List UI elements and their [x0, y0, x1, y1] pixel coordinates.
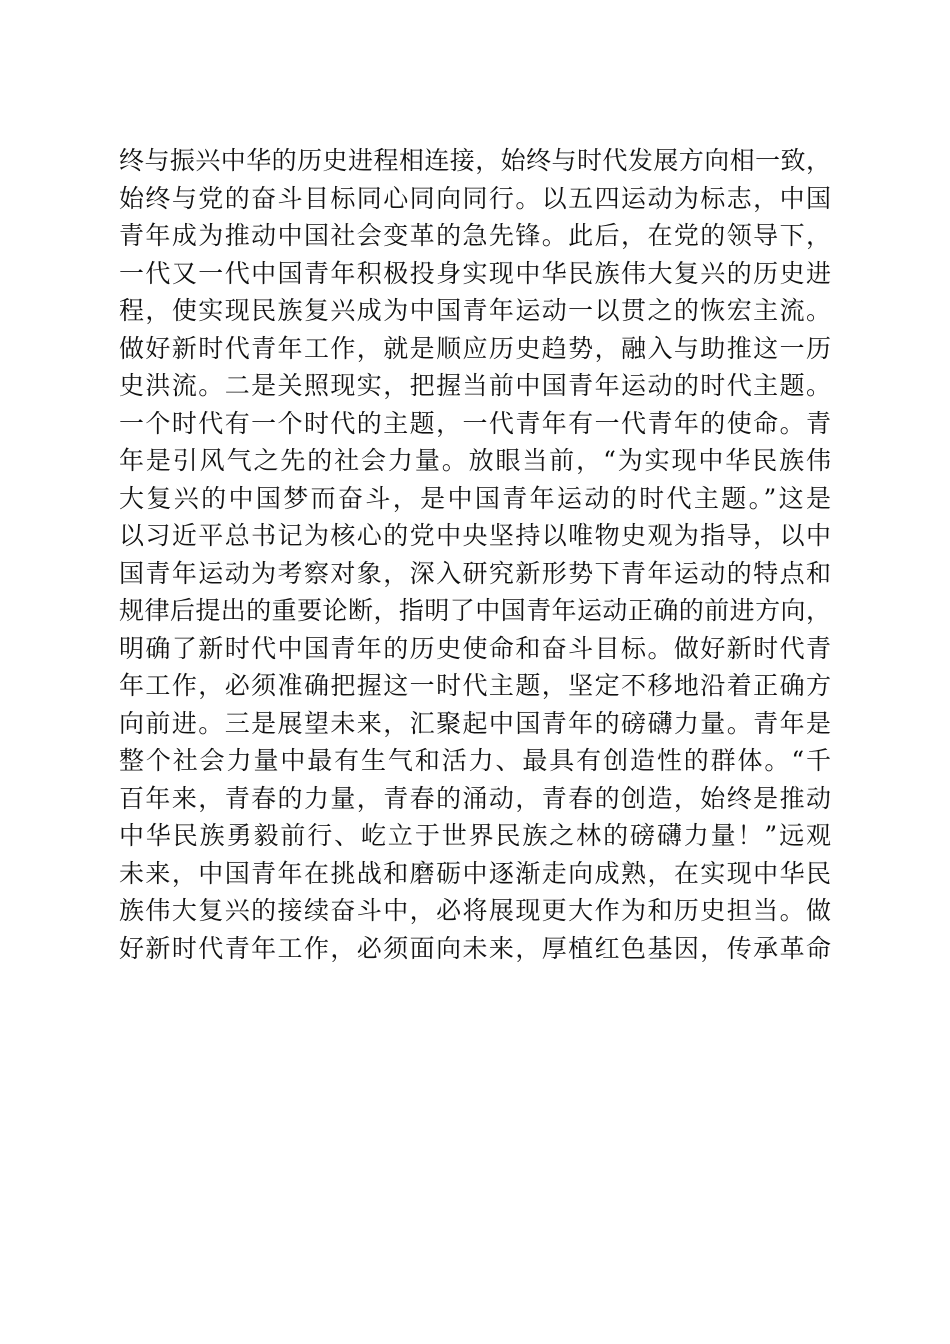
text-line: 百年来，青春的力量，青春的涌动，青春的创造，始终是推动: [119, 783, 831, 813]
text-line: 中华民族勇毅前行、屹立于世界民族之林的磅礴力量！”远观: [119, 821, 831, 850]
text-line: 一个时代有一个时代的主题，一代青年有一代青年的使命。青: [119, 408, 831, 438]
text-line: 青年成为推动中国社会变革的急先锋。此后，在党的领导下，: [119, 221, 831, 250]
text-line: 终与振兴中华的历史进程相连接，始终与时代发展方向相一致，: [119, 146, 831, 175]
text-line: 史洪流。二是关照现实，把握当前中国青年运动的时代主题。: [119, 371, 831, 400]
text-line: 规律后提出的重要论断，指明了中国青年运动正确的前进方向，: [119, 596, 831, 625]
text-line: 好新时代青年工作，必须面向未来，厚植红色基因，传承革命: [119, 933, 831, 963]
text-line: 做好新时代青年工作，就是顺应历史趋势，融入与助推这一历: [119, 333, 831, 363]
text-line: 向前进。三是展望未来，汇聚起中国青年的磅礴力量。青年是: [119, 708, 831, 738]
text-line: 国青年运动为考察对象，深入研究新形势下青年运动的特点和: [119, 558, 831, 588]
body-text: [119, 142, 831, 967]
text-line: 未来，中国青年在挑战和磨砺中逐渐走向成熟，在实现中华民: [119, 858, 831, 888]
text-line: 族伟大复兴的接续奋斗中，必将展现更大作为和历史担当。做: [119, 896, 831, 925]
text-line: 程，使实现民族复兴成为中国青年运动一以贯之的恢宏主流。: [119, 296, 831, 325]
text-line: 年是引风气之先的社会力量。放眼当前，“为实现中华民族伟: [119, 446, 831, 475]
text-line: 一代又一代中国青年积极投身实现中华民族伟大复兴的历史进: [119, 258, 831, 288]
text-line: 明确了新时代中国青年的历史使命和奋斗目标。做好新时代青: [119, 633, 831, 663]
text-line: 大复兴的中国梦而奋斗，是中国青年运动的时代主题。”这是: [119, 483, 831, 513]
text-line: 年工作，必须准确把握这一时代主题，坚定不移地沿着正确方: [119, 671, 831, 700]
text-line: 始终与党的奋斗目标同心同向同行。以五四运动为标志，中国: [119, 183, 831, 213]
text-line: 以习近平总书记为核心的党中央坚持以唯物史观为指导，以中: [119, 521, 831, 550]
text-line: 整个社会力量中最有生气和活力、最具有创造性的群体。“千: [119, 746, 831, 775]
